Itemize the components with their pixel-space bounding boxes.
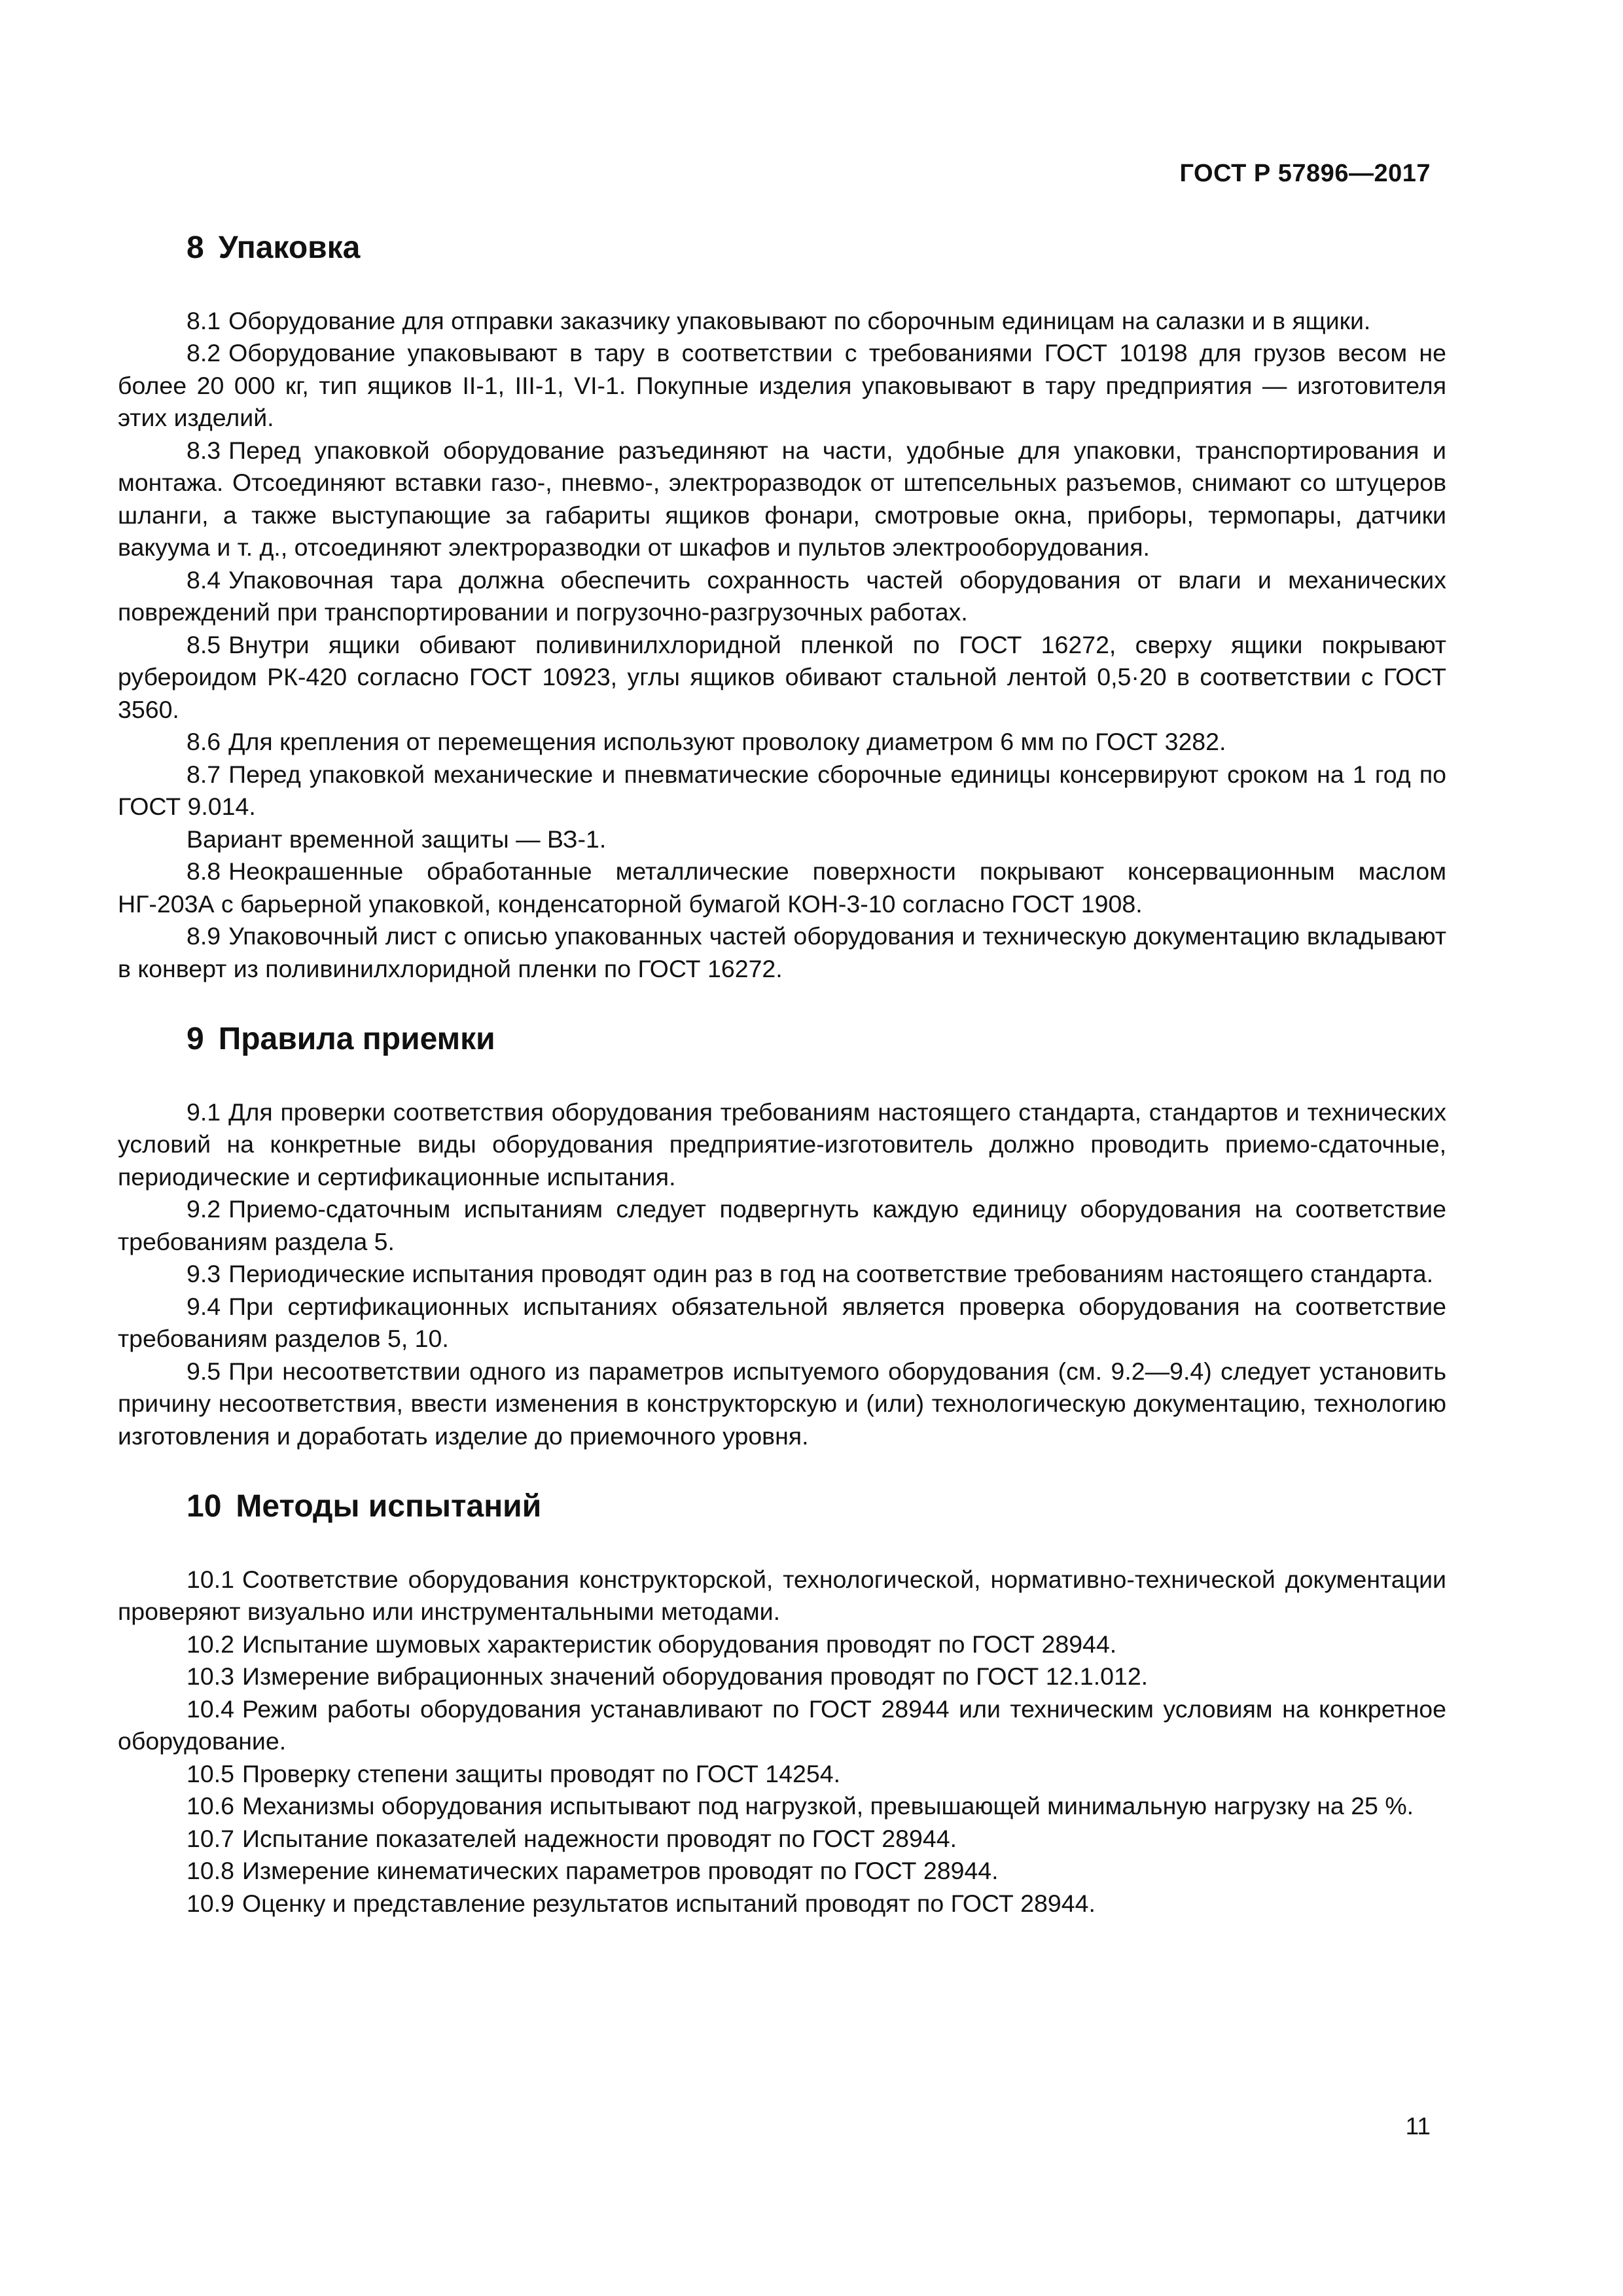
clause-paragraph: [118, 726, 1446, 759]
clause-paragraph: [118, 1693, 1446, 1758]
clause-paragraph: [118, 1096, 1446, 1194]
clause-text: Испытание шумовых характеристик оборудования проводят по ГОСТ 28944.: [242, 1630, 1117, 1658]
clause-text: Приемо-сдаточным испытаниям следует подвергнуть каждую единицу оборудования на соответствие требованиям раздела 5.: [118, 1195, 1446, 1255]
clause-number: 10.6: [187, 1792, 234, 1820]
clause-text: Вариант временной защиты — ВЗ-1.: [187, 825, 607, 853]
clause-number: 10.8: [187, 1857, 234, 1885]
clause-paragraph: [118, 1628, 1446, 1661]
clause-number: 10.7: [187, 1824, 234, 1852]
clause-text: Оборудование для отправки заказчику упаковывают по сборочным единицам на салазки и в ящики.: [228, 306, 1371, 334]
clause-paragraph: [118, 759, 1446, 823]
clause-paragraph: [118, 1888, 1446, 1920]
section-title: Упаковка: [218, 230, 361, 265]
clause-text: Внутри ящики обивают поливинилхлоридной пленкой по ГОСТ 16272, сверху ящики покрывают рубероидом РК-420 согласно ГОСТ 10923, углы ящиков обивают стальной лентой 0,5·20 в соответствии с ГОСТ 3560.: [118, 630, 1446, 723]
document-body: [118, 229, 1446, 1920]
clause-number: 8.3: [187, 436, 221, 464]
page-number: 11: [1405, 2113, 1431, 2140]
clause-number: 9.3: [187, 1260, 221, 1288]
clause-text: Перед упаковкой оборудование разъединяют на части, удобные для упаковки, транспортирования и монтажа. Отсоединяют вставки газо-, пневмо-, электроразводок от штепсельных разъемов, снимают со штуцеров шланги, а также выступающие за габариты ящиков фонари, смотровые окна, приборы, термопары, датчики вакуума и т. д., отсоединяют электроразводки от шкафов и пультов электрооборудования.: [118, 436, 1446, 562]
clause-paragraph: [118, 1258, 1446, 1291]
section-9: [118, 1020, 1446, 1452]
clause-text: Перед упаковкой механические и пневматические сборочные единицы консервируют сроком на 1 год по ГОСТ 9.014.: [118, 760, 1446, 821]
clause-paragraph: [118, 337, 1446, 435]
clause-paragraph: [118, 1790, 1446, 1823]
clause-text: Испытание показателей надежности проводят по ГОСТ 28944.: [242, 1824, 957, 1852]
clause-number: 8.9: [187, 922, 221, 950]
clause-paragraph: [118, 1758, 1446, 1791]
clause-paragraph: [118, 1291, 1446, 1355]
clause-number: 8.6: [187, 728, 221, 756]
section-heading: [187, 229, 1446, 267]
section-8: [118, 229, 1446, 985]
clause-text: Измерение кинематических параметров проводят по ГОСТ 28944.: [242, 1857, 999, 1885]
clause-paragraph: [118, 435, 1446, 564]
clause-text: Соответствие оборудования конструкторской, технологической, нормативно-технической документации проверяют визуально или инструментальными методами.: [118, 1565, 1446, 1626]
clause-number: 8.7: [187, 760, 221, 788]
clause-paragraph: [118, 1855, 1446, 1888]
clause-paragraph: [118, 920, 1446, 985]
clause-number: 8.8: [187, 857, 221, 886]
clause-paragraph: [118, 305, 1446, 338]
clause-text: При несоответствии одного из параметров испытуемого оборудования (см. 9.2—9.4) следует установить причину несоответствия, ввести изменения в конструкторскую и (или) технологическую документацию, технологию изготовления и доработать изделие до приемочного уровня.: [118, 1357, 1446, 1450]
clause-text: Периодические испытания проводят один раз в год на соответствие требованиям настоящего стандарта.: [228, 1260, 1434, 1288]
section-10: [118, 1488, 1446, 1920]
clause-paragraph: [118, 1193, 1446, 1258]
clause-text: При сертификационных испытаниях обязательной является проверка оборудования на соответствие требованиям разделов 5, 10.: [118, 1292, 1446, 1353]
clause-number: 8.5: [187, 630, 221, 658]
clause-number: 8.2: [187, 339, 221, 367]
clause-number: 10.1: [187, 1565, 234, 1593]
clause-text: Механизмы оборудования испытывают под нагрузкой, превышающей минимальную нагрузку на 25 %.: [242, 1792, 1414, 1820]
clause-paragraph: [118, 1823, 1446, 1856]
clause-text: Проверку степени защиты проводят по ГОСТ 14254.: [242, 1759, 841, 1787]
clause-text: Неокрашенные обработанные металлические поверхности покрывают консервационным маслом НГ-203А с барьерной упаковкой, конденсаторной бумагой КОН-3-10 согласно ГОСТ 1908.: [118, 857, 1446, 918]
clause-text: Упаковочная тара должна обеспечить сохранность частей оборудования от влаги и механических повреждений при транспортировании и погрузочно-разгрузочных работах.: [118, 565, 1446, 626]
clause-paragraph: [118, 823, 1446, 856]
clause-number: 10.9: [187, 1889, 234, 1917]
clause-paragraph: [118, 1564, 1446, 1628]
clause-text: Режим работы оборудования устанавливают по ГОСТ 28944 или техническим условиям на конкретное оборудование.: [118, 1695, 1446, 1755]
clause-number: 10.4: [187, 1695, 234, 1723]
clause-paragraph: [118, 1355, 1446, 1453]
clause-number: 9.5: [187, 1357, 221, 1385]
clause-number: 9.2: [187, 1195, 221, 1223]
section-number: 8: [187, 230, 204, 265]
clause-paragraph: [118, 564, 1446, 629]
clause-paragraph: [118, 629, 1446, 726]
section-number: 10: [187, 1489, 222, 1524]
clause-number: 10.3: [187, 1662, 234, 1691]
clause-text: Оценку и представление результатов испытаний проводят по ГОСТ 28944.: [242, 1889, 1096, 1917]
section-heading: [187, 1020, 1446, 1058]
clause-text: Для проверки соответствия оборудования требованиям настоящего стандарта, стандартов и технических условий на конкретные виды оборудования предприятие-изготовитель должно проводить приемо-сдаточные, периодические и сертификационные испытания.: [118, 1098, 1446, 1191]
clause-number: 9.4: [187, 1292, 221, 1320]
section-heading: [187, 1488, 1446, 1526]
clause-text: Измерение вибрационных значений оборудования проводят по ГОСТ 12.1.012.: [242, 1662, 1149, 1691]
section-number: 9: [187, 1022, 204, 1057]
clause-paragraph: [118, 1660, 1446, 1693]
document-code-header: ГОСТ Р 57896—2017: [1179, 160, 1431, 187]
clause-number: 8.1: [187, 306, 221, 334]
clause-text: Оборудование упаковывают в тару в соответствии с требованиями ГОСТ 10198 для грузов весом не более 20 000 кг, тип ящиков II-1, III-1, VI-1. Покупные изделия упаковывают в тару предприятия — изготовителя этих изделий.: [118, 339, 1446, 432]
clause-number: 9.1: [187, 1098, 221, 1126]
clause-number: 8.4: [187, 565, 221, 594]
clause-text: Для крепления от перемещения используют проволоку диаметром 6 мм по ГОСТ 3282.: [228, 728, 1226, 756]
clause-paragraph: [118, 855, 1446, 920]
clause-number: 10.5: [187, 1759, 234, 1787]
section-title: Правила приемки: [218, 1022, 495, 1057]
section-title: Методы испытаний: [236, 1489, 542, 1524]
clause-number: 10.2: [187, 1630, 234, 1658]
clause-text: Упаковочный лист с описью упакованных частей оборудования и техническую документацию вкладывают в конверт из поливинилхлоридной пленки по ГОСТ 16272.: [118, 922, 1446, 982]
